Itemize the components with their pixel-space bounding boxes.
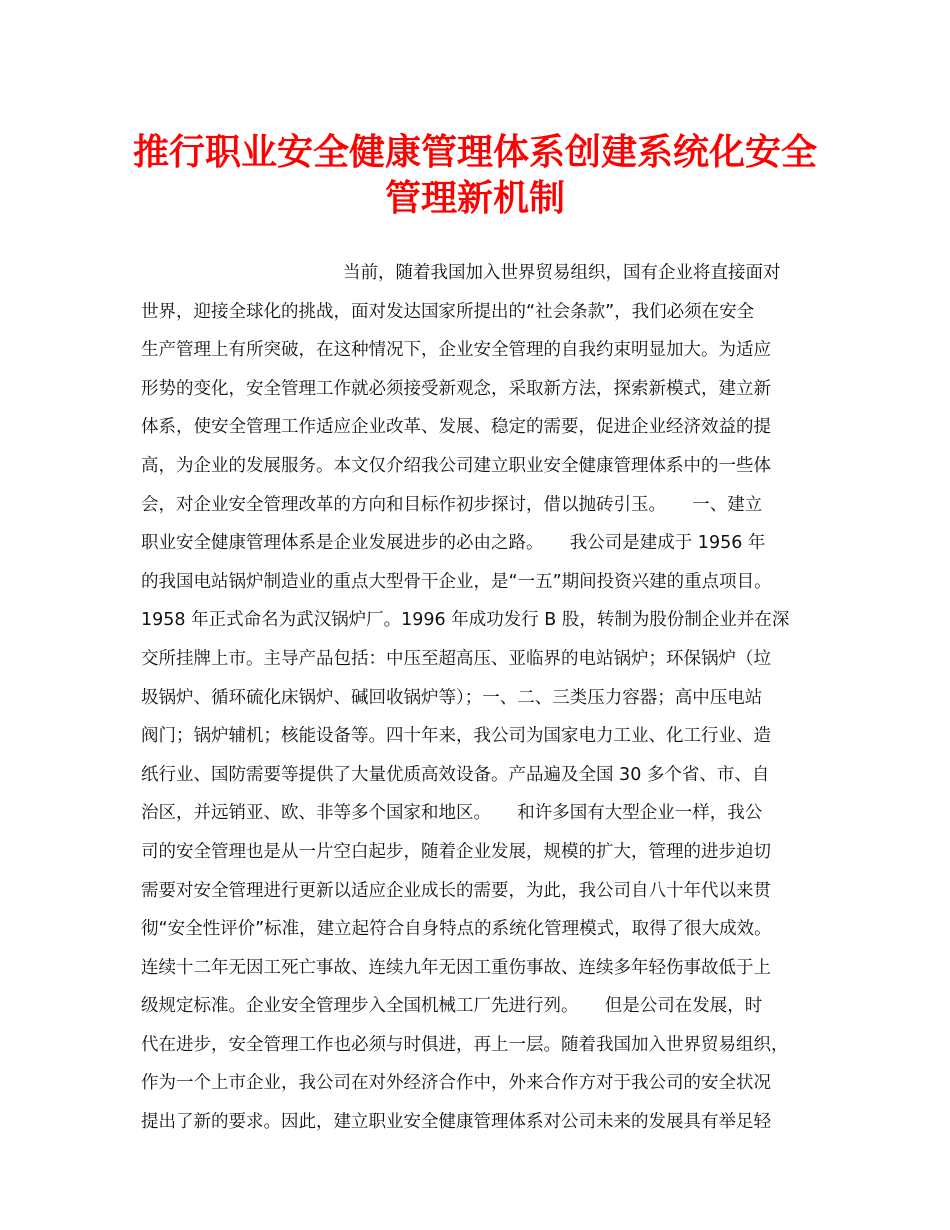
- body-line: 级规定标准。企业安全管理步入全国机械工厂先进行列。 但是公司在发展，时: [141, 996, 763, 1017]
- body-line: 1958 年正式命名为武汉锅炉厂。1996 年成功发行 B 股，转制为股份制企业并在深: [141, 610, 790, 631]
- body-line: 职业安全健康管理体系是企业发展进步的必由之路。 我公司是建成于 1956 年: [141, 533, 766, 554]
- body-line: 生产管理上有所突破，在这种情况下，企业安全管理的自我约束明显加大。为适应: [141, 340, 771, 361]
- body-line: 提出了新的要求。因此，建立职业安全健康管理体系对公司未来的发展具有举足轻: [141, 1112, 771, 1133]
- body-line: 形势的变化，安全管理工作就必须接受新观念，采取新方法，探索新模式，建立新: [141, 378, 771, 399]
- body-line: 会，对企业安全管理改革的方向和目标作初步探讨，借以抛砖引玉。 一、建立: [141, 494, 763, 515]
- body-line: 彻“安全性评价”标准，建立起符合自身特点的系统化管理模式，取得了很大成效。: [141, 919, 772, 940]
- body-line: 需要对安全管理进行更新以适应企业成长的需要，为此，我公司自八十年代以来贯: [141, 880, 771, 901]
- body-line: 治区，并远销亚、欧、非等多个国家和地区。 和许多国有大型企业一样，我公: [141, 803, 763, 824]
- document-title-line-2: 管理新机制: [384, 177, 565, 219]
- document-title-line-1: 推行职业安全健康管理体系创建系统化安全: [132, 131, 817, 173]
- body-line: 阀门；锅炉辅机；核能设备等。四十年来，我公司为国家电力工业、化工行业、造: [141, 726, 771, 747]
- body-line: 当前，随着我国加入世界贸易组织，国有企业将直接面对: [343, 263, 781, 283]
- body-line: 代在进步，安全管理工作也必须与时俱进，再上一层。随着我国加入世界贸易组织，: [141, 1034, 789, 1055]
- body-line: 纸行业、国防需要等提供了大量优质高效设备。产品遍及全国 30 多个省、市、自: [141, 764, 770, 785]
- body-line: 体系，使安全管理工作适应企业改革、发展、稳定的需要，促进企业经济效益的提: [141, 417, 771, 438]
- body-line: 高，为企业的发展服务。本文仅介绍我公司建立职业安全健康管理体系中的一些体: [141, 455, 771, 476]
- document-body: [141, 254, 811, 1142]
- body-line: 交所挂牌上市。主导产品包括：中压至超高压、亚临界的电站锅炉；环保锅炉（垃: [141, 648, 771, 669]
- body-line: 的我国电站锅炉制造业的重点大型骨干企业，是“一五”期间投资兴建的重点项目。: [141, 571, 772, 592]
- body-line: 作为一个上市企业，我公司在对外经济合作中，外来合作方对于我公司的安全状况: [141, 1073, 771, 1094]
- body-line: 连续十二年无因工死亡事故、连续九年无因工重伤事故、连续多年轻伤事故低于上: [141, 957, 771, 978]
- body-line: 世界，迎接全球化的挑战，面对发达国家所提出的“社会条款”，我们必须在安全: [141, 301, 755, 322]
- body-line: 圾锅炉、循环硫化床锅炉、碱回收锅炉等）；一、二、三类压力容器；高中压电站: [141, 687, 763, 708]
- body-line: 司的安全管理也是从一片空白起步，随着企业发展，规模的扩大，管理的进步迫切: [141, 841, 771, 862]
